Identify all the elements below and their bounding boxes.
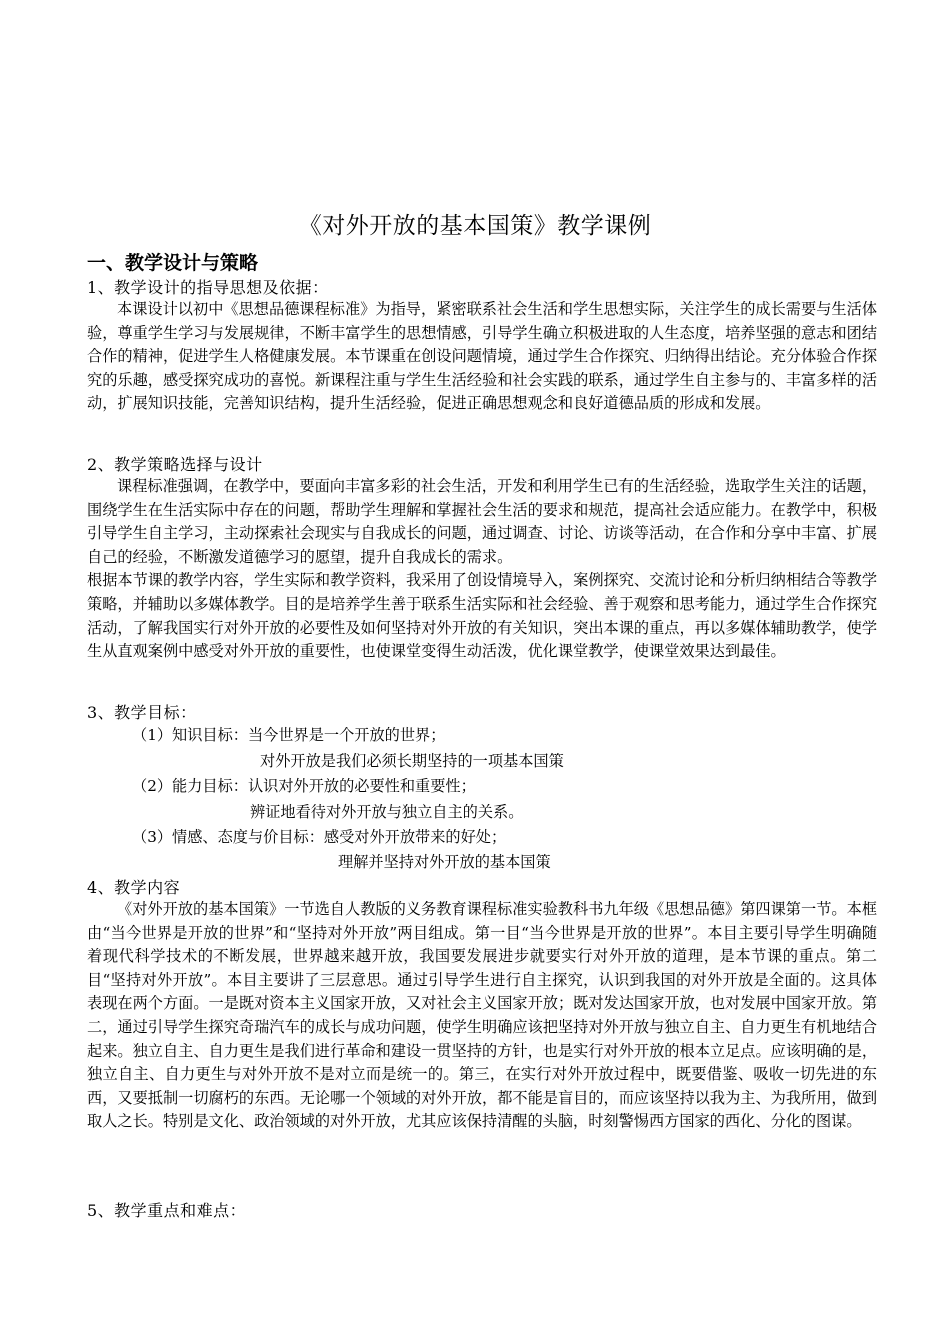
section-heading-4: 4、教学内容 <box>87 878 181 897</box>
section-2-body <box>87 475 877 664</box>
goal-emotion-cont: 理解并坚持对外开放的基本国策 <box>338 853 551 871</box>
paragraph: 课程标准强调，在教学中，要面向丰富多彩的社会生活，开发和利用学生已有的生活经验，选取学生关注的话题，围绕学生在生活实际中存在的问题，帮助学生理解和掌握社会生活的要求和规范，提高社会适应能力。在教学中，积极引导学生自主学习，主动探索社会现实与自我成长的问题，通过调查、讨论、访谈等活动，在合作和分享中丰富、扩展自己的经验，不断激发道德学习的愿望，提升自我成长的需求。 <box>87 477 877 566</box>
paragraph: 《对外开放的基本国策》一节选自人教版的义务教育课程标准实验教科书九年级《思想品德》第四课第一节。本框由“当今世界是开放的世界”和“坚持对外开放”两目组成。第一目“当今世界是开放的世界”。本目主要引导学生明确随着现代科学技术的不断发展，世界越来越开放，我国要发展进步就要实行对外开放的道理，是本节课的重点。第二目“坚持对外开放”。本目主要讲了三层意思。通过引导学生进行自主探究，认识到我国的对外开放是全面的。这具体表现在两个方面。一是既对资本主义国家开放，又对社会主义国家开放；既对发达国家开放，也对发展中国家开放。第二，通过引导学生探究奇瑞汽车的成长与成功问题，使学生明确应该把坚持对外开放与独立自主、自力更生有机地结合起来。独立自主、自力更生是我们进行革命和建设一贯坚持的方针，也是实行对外开放的根本立足点。应该明确的是，独立自主、自力更生与对外开放不是对立而是统一的。第三，在实行对外开放过程中，既要借鉴、吸收一切先进的东西，又要抵制一切腐朽的东西。无论哪一个领域的对外开放，都不能是盲目的，而应该坚持以我为主、为我所用，做到取人之长。特别是文化、政治领域的对外开放，尤其应该保持清醒的头脑，时刻警惕西方国家的西化、分化的图谋。 <box>87 900 877 1131</box>
section-heading-1: 1、教学设计的指导思想及依据： <box>87 278 329 297</box>
document-title: 《对外开放的基本国策》教学课例 <box>298 213 652 239</box>
goal-knowledge: （1）知识目标：当今世界是一个开放的世界； <box>132 726 446 744</box>
section-4-body <box>87 898 877 1134</box>
paragraph: 根据本节课的教学内容，学生实际和教学资料，我采用了创设情境导入，案例探究、交流讨论和分析归纳相结合等教学策略，并辅助以多媒体教学。目的是培养学生善于联系生活实际和社会经验、善于观察和思考能力，通过学生合作探究活动，了解我国实行对外开放的必要性及如何坚持对外开放的有关知识，突出本课的重点，再以多媒体辅助教学，使学生从直观案例中感受对外开放的重要性，也使课堂变得生动活泼，优化课堂教学，使课堂效果达到最佳。 <box>87 571 877 661</box>
goal-ability-cont: 辨证地看待对外开放与独立自主的关系。 <box>250 803 524 821</box>
section-heading-2: 2、教学策略选择与设计 <box>87 455 263 474</box>
goal-knowledge-cont: 对外开放是我们必须长期坚持的一项基本国策 <box>260 752 564 770</box>
section-heading-main: 一、教学设计与策略 <box>87 252 259 274</box>
goal-emotion: （3）情感、态度与价目标：感受对外开放带来的好处； <box>132 828 507 846</box>
goal-ability: （2）能力目标：认识对外开放的必要性和重要性； <box>132 777 476 795</box>
paragraph: 本课设计以初中《思想品德课程标准》为指导，紧密联系社会生活和学生思想实际，关注学生的成长需要与生活体验，尊重学生学习与发展规律，不断丰富学生的思想情感，引导学生确立积极进取的人生态度，培养坚强的意志和团结合作的精神，促进学生人格健康发展。本节课重在创设问题情境，通过学生合作探究、归纳得出结论。充分体验合作探究的乐趣，感受探究成功的喜悦。新课程注重与学生生活经验和社会实践的联系，通过学生自主参与的、丰富多样的活动，扩展知识技能，完善知识结构，提升生活经验，促进正确思想观念和良好道德品质的形成和发展。 <box>87 300 877 413</box>
section-heading-5: 5、教学重点和难点： <box>87 1201 247 1220</box>
section-heading-3: 3、教学目标： <box>87 703 197 722</box>
section-1-body <box>87 298 877 416</box>
